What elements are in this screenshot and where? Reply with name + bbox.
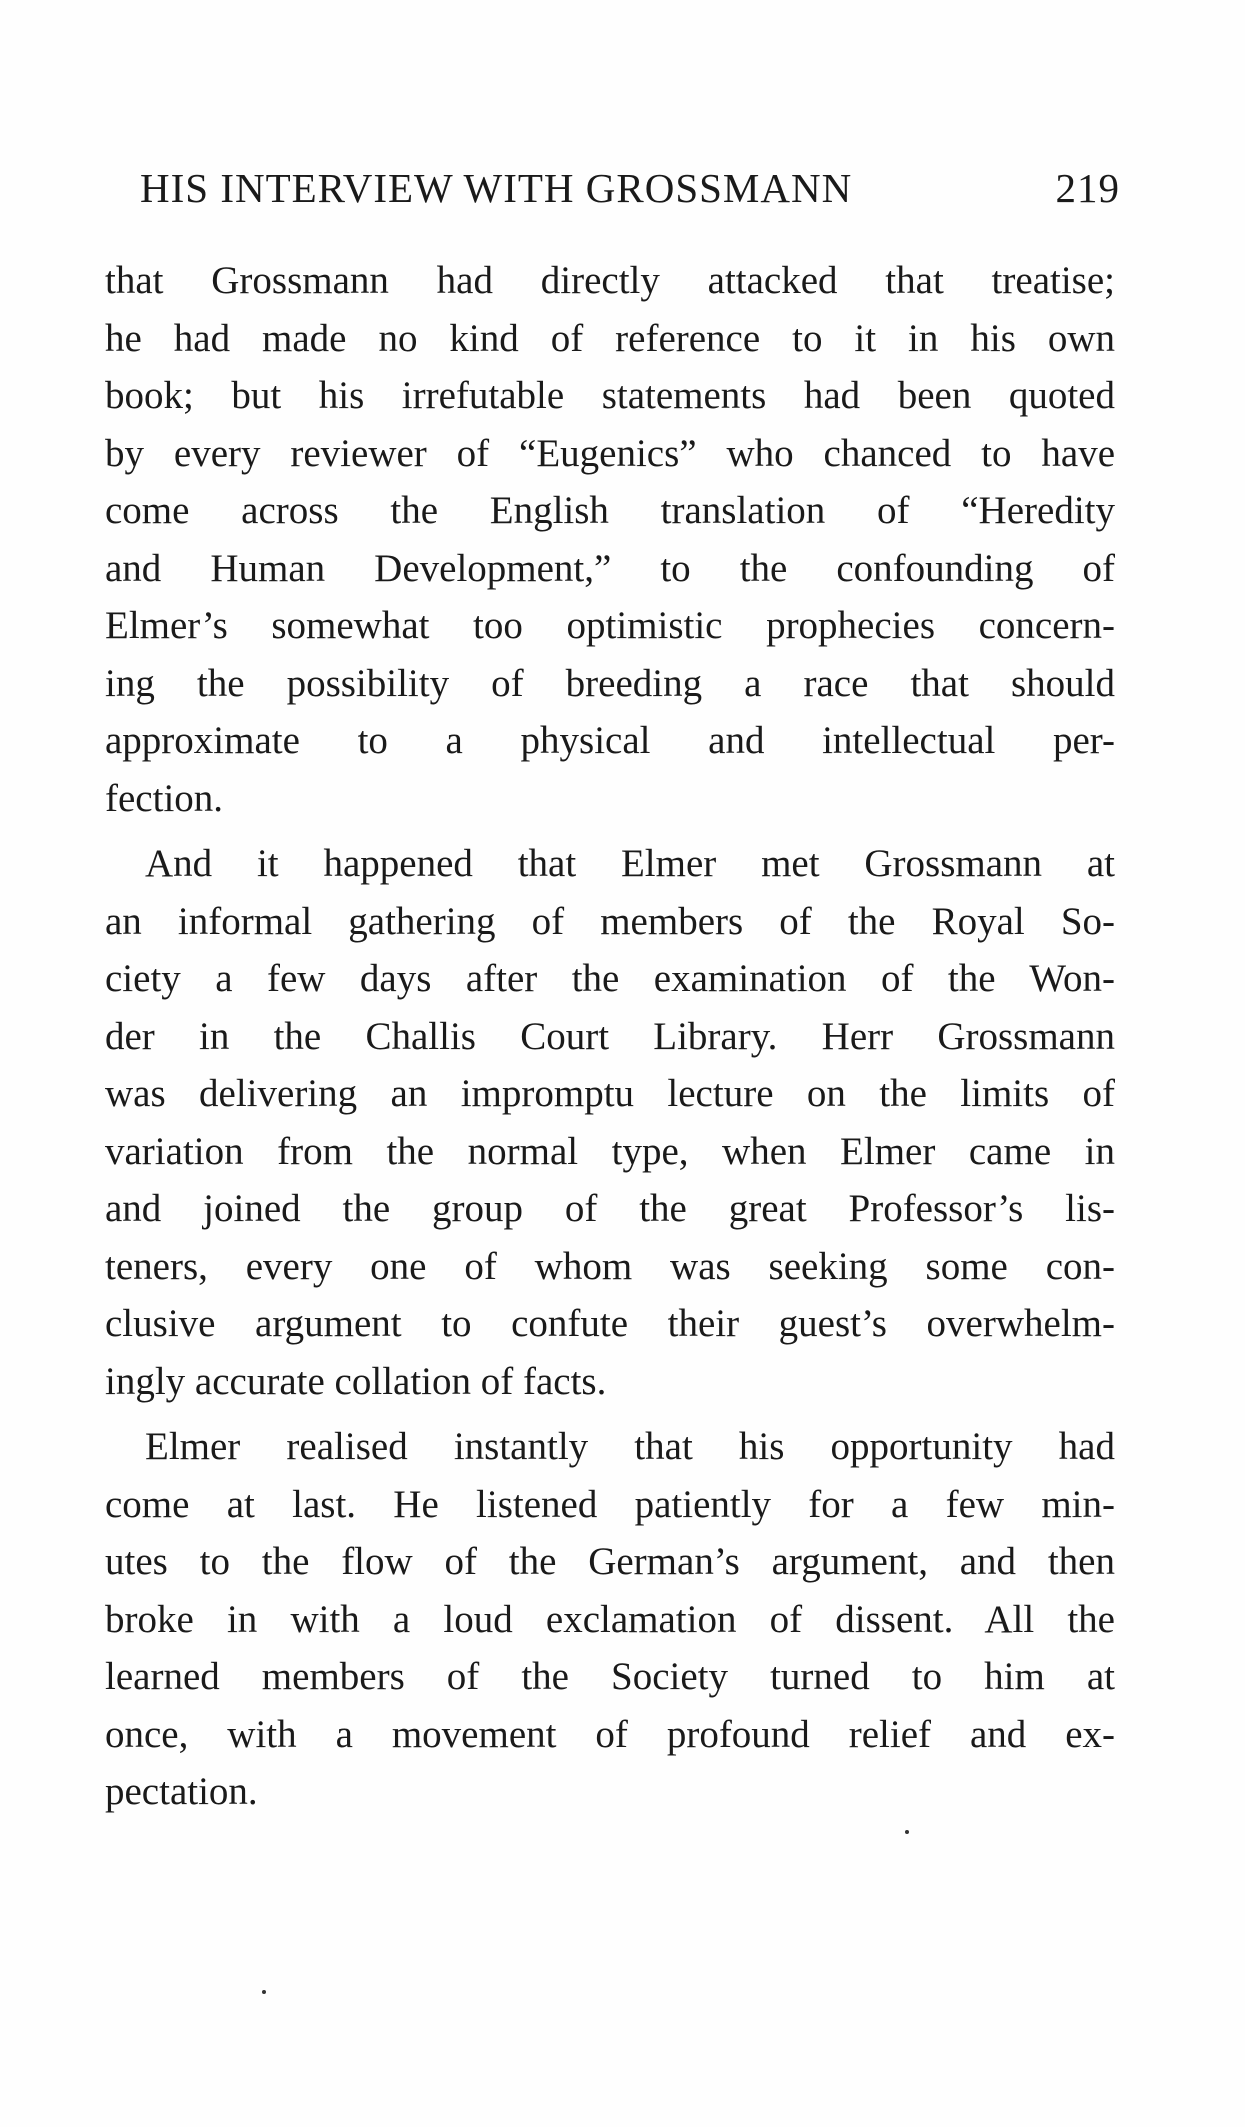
text-line: once, with a movement of profound relief and ex-: [105, 1712, 1115, 1756]
text-line: utes to the flow of the German’s argument, and then: [105, 1540, 1115, 1583]
text-line: der in the Challis Court Library. Herr Grossmann: [105, 1014, 1115, 1058]
text-line: clusive argument to confute their guest’s overwhelm-: [105, 1302, 1115, 1345]
paragraph-3: [105, 1418, 1115, 1821]
text-line: and Human Development,” to the confounding of: [105, 546, 1115, 590]
text-line: variation from the normal type, when Elmer came in: [105, 1129, 1115, 1173]
text-line: was delivering an impromptu lecture on the limits of: [105, 1072, 1115, 1115]
text-line: book; but his irrefutable statements had been quoted: [105, 374, 1115, 417]
text-line: Elmer realised instantly that his opportunity had: [145, 1425, 1115, 1468]
text-line: And it happened that Elmer met Grossmann at: [145, 842, 1115, 885]
text-line: an informal gathering of members of the Royal So-: [105, 899, 1115, 943]
text-line: approximate to a physical and intellectual per-: [105, 719, 1115, 762]
text-line: broke in with a loud exclamation of dissent. All the: [105, 1597, 1115, 1641]
text-line: ciety a few days after the examination of the Won-: [105, 957, 1115, 1000]
page-number: 219: [1055, 165, 1120, 211]
text-line: teners, every one of whom was seeking some con-: [105, 1244, 1115, 1288]
paragraph-2: [105, 835, 1115, 1410]
scan-speck: [905, 1830, 909, 1834]
running-head: [140, 164, 1120, 224]
text-line: come across the English translation of “Heredity: [105, 489, 1115, 532]
text-line: he had made no kind of reference to it in his own: [105, 316, 1115, 360]
text-line: learned members of the Society turned to him at: [105, 1655, 1115, 1698]
text-line: ing the possibility of breeding a race that should: [105, 661, 1115, 705]
text-line: by every reviewer of “Eugenics” who chanced to have: [105, 431, 1115, 475]
text-line: that Grossmann had directly attacked that treatise;: [105, 259, 1115, 302]
scan-speck: [262, 1990, 266, 1994]
paragraph-1: [105, 252, 1115, 827]
text-line: Elmer’s somewhat too optimistic prophecies concern-: [105, 604, 1115, 647]
text-line: and joined the group of the great Professor’s lis-: [105, 1187, 1115, 1230]
text-line: ingly accurate collation of facts.: [105, 1359, 607, 1403]
body-text: [105, 252, 1115, 1829]
text-line: come at last. He listened patiently for a few min-: [105, 1482, 1115, 1526]
text-line: pectation.: [105, 1770, 258, 1813]
text-line: fection.: [105, 776, 224, 820]
running-head-title: HIS INTERVIEW WITH GROSSMANN: [140, 165, 853, 211]
